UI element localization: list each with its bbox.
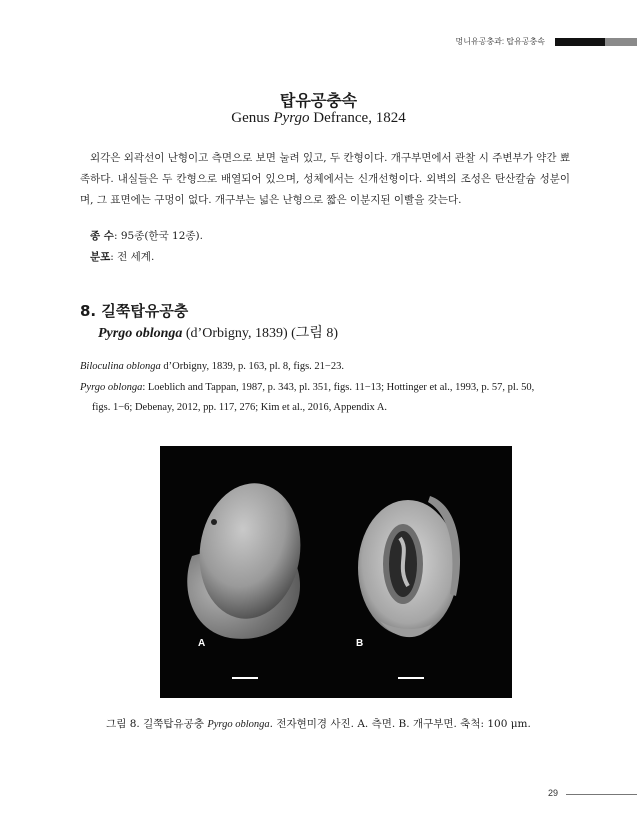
species-heading: 8. 길쭉탑유공충 xyxy=(80,302,189,320)
sem-photographs xyxy=(160,446,512,698)
synonym-reference: d’Orbigny, 1839, p. 163, pl. 8, figs. 21−23. xyxy=(160,361,344,372)
species-scientific-name xyxy=(98,322,338,342)
genus-description: 외각은 외곽선이 난형이고 측면으로 보면 눌려 있고, 두 칸형이다. 개구부면에서 관찰 시 주변부가 약간 뾰족하다. 내실들은 두 칸형으로 배열되어 있으며, 성체에서는 신개선형이다. 외벽의 조성은 탄산칼슘 성분이며, 그 표면에는 구멍이 없다. 개구부는 넓은 난형으로 짧은 이분지된 이빨을 갖는다. xyxy=(80,152,570,206)
caption-prefix: 그림 8. 길쭉탑유공충 xyxy=(106,718,208,730)
figure-label-a: A xyxy=(198,638,206,649)
synonymy-entry xyxy=(80,378,575,418)
specimen-a xyxy=(187,477,309,639)
caption-suffix: . 전자현미경 사진. A. 측면. B. 개구부면. 축척: 100 μm. xyxy=(269,718,531,730)
header-decoration-bar xyxy=(555,38,637,46)
distribution-value: : 전 세계. xyxy=(110,251,155,263)
specimen-b xyxy=(358,496,460,637)
genus-prefix: Genus xyxy=(231,110,274,126)
synonym-taxon: Biloculina oblonga xyxy=(80,361,161,372)
synonym-reference: : Loeblich and Tappan, 1987, p. 343, pl. 351, figs. 11−13; Hottinger et al., 1993, p. 57, pl. 50, xyxy=(142,382,535,393)
synonymy-entry xyxy=(80,357,575,377)
figure-label-b: B xyxy=(356,638,364,649)
running-header: 멍니유공충과: 탑유공충속 xyxy=(455,37,545,46)
header-bar-dark xyxy=(555,38,605,46)
genus-authority: Defrance, 1824 xyxy=(309,110,406,126)
page-number-rule xyxy=(566,794,637,795)
genus-latin-title xyxy=(0,110,637,127)
scale-bar-a xyxy=(232,677,258,679)
distribution xyxy=(90,249,154,264)
species-count-label: 종 수 xyxy=(90,230,114,242)
species-count xyxy=(90,228,203,243)
page-number: 29 xyxy=(548,788,559,798)
genus-latin-name: Pyrgo xyxy=(273,110,310,126)
species-count-value: : 95종(한국 12종). xyxy=(113,230,203,242)
genus-korean-title: 탑유공충속 xyxy=(279,91,358,110)
scale-bar-b xyxy=(398,677,424,679)
synonym-taxon: Pyrgo oblonga xyxy=(80,382,143,393)
caption-sci-name: Pyrgo oblonga xyxy=(207,719,270,730)
distribution-label: 분포 xyxy=(90,251,111,263)
sem-figure xyxy=(160,446,512,698)
synonym-reference-continued: figs. 1−6; Debenay, 2012, pp. 117, 276; Kim et al., 2016, Appendix A. xyxy=(92,402,388,413)
species-authority: (d’Orbigny, 1839) (그림 8) xyxy=(182,326,339,341)
figure-caption xyxy=(0,716,637,731)
header-bar-grey xyxy=(605,38,637,46)
species-sci-name: Pyrgo oblonga xyxy=(98,326,183,341)
